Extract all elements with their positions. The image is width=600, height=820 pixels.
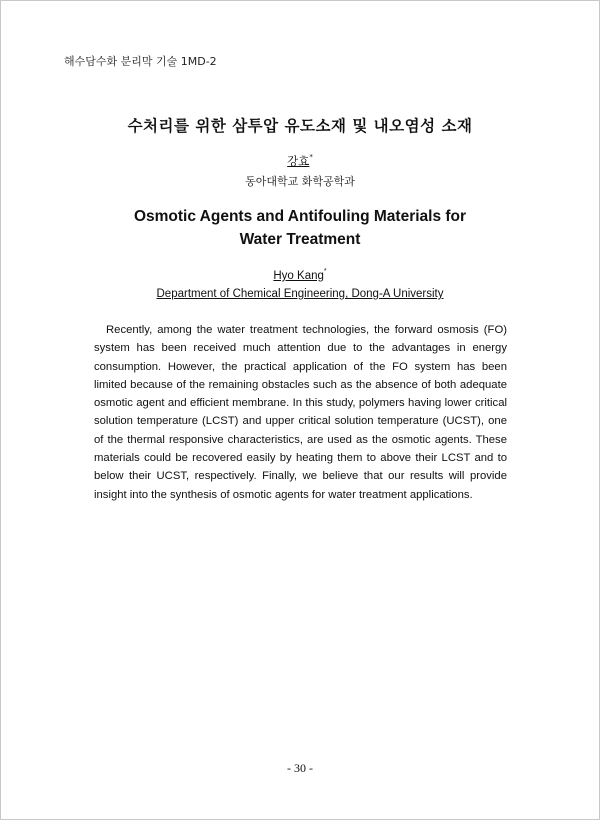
korean-author-name: 강효	[287, 154, 310, 168]
korean-author-mark: *	[309, 153, 313, 161]
korean-author-line	[1, 153, 599, 169]
english-title-line-2: Water Treatment	[239, 231, 361, 248]
session-header: 해수담수화 분리막 기술 1MD-2	[64, 55, 217, 68]
english-author-line	[1, 268, 599, 282]
english-title	[1, 205, 599, 251]
abstract-paragraph: Recently, among the water treatment technologies, the forward osmosis (FO) system has been received much attention due to the advantages in energy consumption. However, the practical application of the FO system has been limited because of the remaining obstacles such as the absence of both adequate osmotic agent and efficient membrane. In this study, polymers having lower critical solution temperature (LCST) and upper critical solution temperature (UCST), one of the thermal responsive characteristics, are used as the osmotic agents. These materials could be recovered easily by heating them to above their LCST and to below their UCST, respectively. Finally, we believe that our results will provide insight into the synthesis of osmotic agents for water treatment applications.	[94, 324, 507, 501]
korean-affiliation: 동아대학교 화학공학과	[245, 175, 355, 188]
english-affiliation: Department of Chemical Engineering, Dong-A University	[156, 288, 444, 300]
english-title-line-1: Osmotic Agents and Antifouling Materials for	[133, 208, 467, 225]
english-author-mark: *	[323, 268, 327, 275]
korean-title: 수처리를 위한 삼투압 유도소재 및 내오염성 소재	[127, 117, 473, 135]
english-author-name: Hyo Kang	[273, 270, 324, 282]
page-number: - 30 -	[287, 761, 313, 775]
